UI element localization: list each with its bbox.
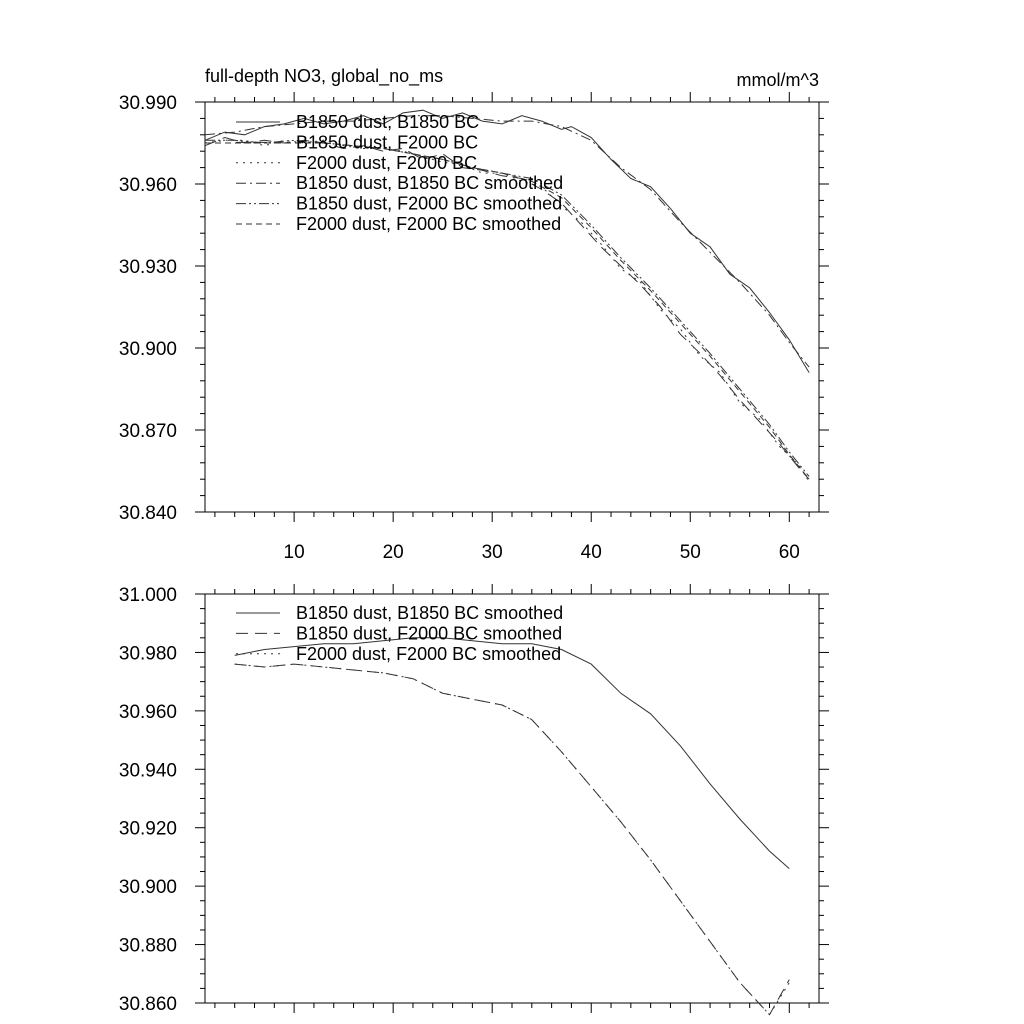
y-tick-label: 30.860 (118, 994, 177, 1015)
y-tick-label: 30.920 (118, 818, 177, 840)
chart-title: full-depth NO3, global_no_ms (205, 66, 444, 86)
y-tick-label: 30.900 (118, 339, 177, 360)
legend-label: F2000 dust, F2000 BC smoothed (296, 643, 562, 664)
y-tick-label: 31.000 (118, 585, 177, 606)
y-tick-label: 30.930 (118, 257, 177, 278)
x-tick-label: 20 (382, 542, 404, 563)
legend-label: B1850 dust, F2000 BC smoothed (296, 623, 563, 644)
x-tick-label: 30 (481, 542, 503, 563)
legend-label: B1850 dust, F2000 BC smoothed (296, 193, 563, 214)
legend-label: B1850 dust, B1850 BC smoothed (296, 173, 564, 194)
y-tick-label: 30.960 (118, 175, 177, 196)
legend-label: F2000 dust, F2000 BC (296, 152, 478, 173)
series-line-3 (235, 664, 790, 1015)
y-tick-label: 30.990 (118, 93, 177, 114)
units-label: mmol/m^3 (736, 70, 819, 90)
y-tick-label: 30.940 (118, 760, 177, 782)
y-tick-label: 30.870 (118, 421, 177, 442)
series-line-2 (235, 664, 790, 1015)
x-tick-label: 60 (778, 542, 800, 563)
y-tick-label: 30.900 (118, 877, 177, 899)
x-tick-label: 10 (283, 542, 305, 563)
x-tick-label: 40 (580, 542, 602, 563)
legend-label: F2000 dust, F2000 BC smoothed (296, 214, 562, 234)
x-tick-label: 50 (679, 542, 701, 563)
series-line-1 (235, 638, 790, 869)
bottom-line-chart (119, 584, 829, 1015)
y-tick-label: 30.840 (118, 503, 177, 524)
top-line-chart (119, 92, 829, 563)
legend-label: B1850 dust, B1850 BC smoothed (296, 603, 564, 623)
y-tick-label: 30.880 (118, 935, 177, 957)
y-tick-label: 30.960 (118, 701, 177, 723)
legend-label: B1850 dust, B1850 BC (296, 112, 480, 132)
legend-label: B1850 dust, F2000 BC (296, 132, 479, 153)
y-tick-label: 30.980 (118, 643, 177, 665)
